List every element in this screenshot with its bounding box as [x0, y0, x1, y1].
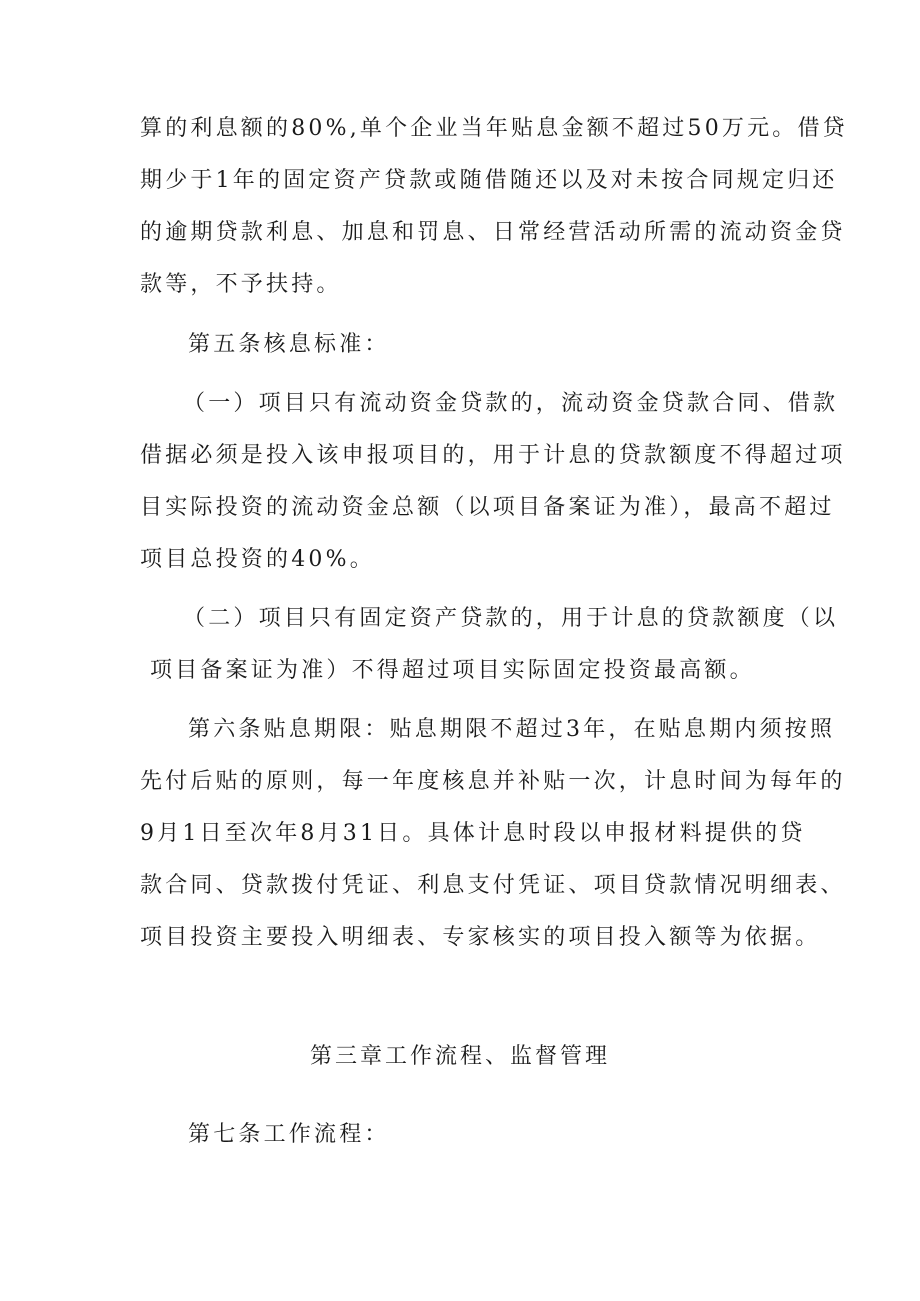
- chapter-heading: 第三章工作流程、监督管理: [309, 1044, 610, 1069]
- paragraph-line: 目实际投资的流动资金总额（以项目备案证为准），最高不超过: [140, 495, 835, 520]
- paragraph-line: 的逾期贷款利息、加息和罚息、日常经营活动所需的流动资金贷: [140, 220, 846, 245]
- paragraph-line: （一）项目只有流动资金贷款的，流动资金贷款合同、借款: [183, 391, 839, 416]
- paragraph-line: 第六条贴息期限：贴息期限不超过3年，在贴息期内须按照: [188, 717, 836, 742]
- paragraph-line: 款合同、贷款拨付凭证、利息支付凭证、项目贷款情况明细表、: [140, 873, 846, 898]
- paragraph-line: 项目备案证为准）不得超过项目实际固定投资最高额。: [150, 658, 755, 683]
- paragraph-line: 期少于1年的固定资产贷款或随借随还以及对未按合同规定归还: [140, 168, 838, 193]
- article-7-title: 第七条工作流程：: [188, 1122, 390, 1147]
- paragraph-line: 项目投资主要投入明细表、专家核实的项目投入额等为依据。: [140, 925, 821, 950]
- paragraph-line: 项目总投资的40%。: [140, 547, 375, 572]
- paragraph-line: 先付后贴的原则，每一年度核息并补贴一次，计息时间为每年的: [140, 769, 846, 794]
- paragraph-line: 算的利息额的80%,单个企业当年贴息金额不超过50万元。借贷: [140, 116, 848, 141]
- paragraph-line: 款等，不予扶持。: [140, 272, 342, 297]
- paragraph-line: （二）项目只有固定资产贷款的，用于计息的贷款额度（以: [183, 606, 839, 631]
- paragraph-line: 借据必须是投入该申报项目的，用于计息的贷款额度不得超过项: [140, 443, 846, 468]
- paragraph-line: 9月1日至次年8月31日。具体计息时段以申报材料提供的贷: [140, 821, 806, 846]
- article-5-title: 第五条核息标准：: [188, 332, 390, 357]
